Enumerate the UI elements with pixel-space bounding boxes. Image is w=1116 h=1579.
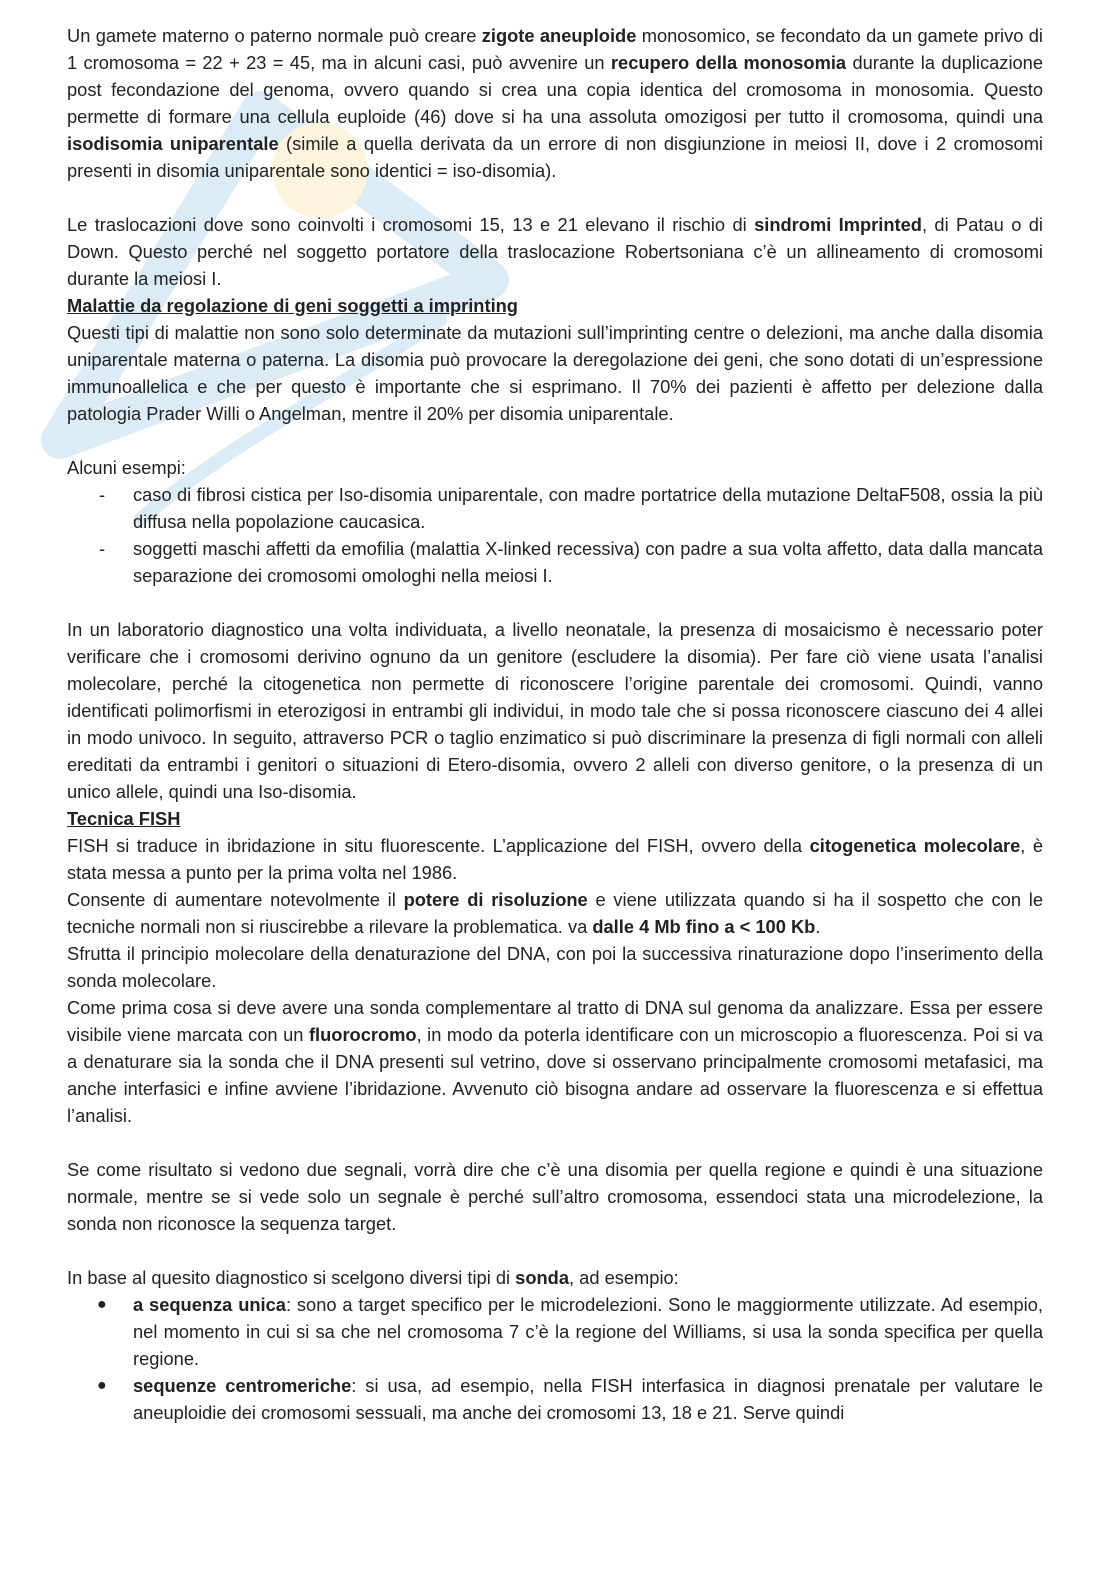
paragraph-tipi-sonda: In base al quesito diagnostico si scelgono diversi tipi di sonda, ad esempio: <box>67 1267 679 1288</box>
probe-types-list <box>67 1291 1043 1426</box>
paragraph-sonda: Come prima cosa si deve avere una sonda complementare al tratto di DNA sul genoma da analizzare. Essa per essere visibile viene marcata con un fluorocromo, in modo da poterla identificare con un microscopio a fluorescenza. Poi si va a denaturare sia la sonda che il DNA presenti sul vetrino, dove si osservano principalmente cromosomi metafasici, ma anche interfasici e infine avviene l’ibridazione. Avvenuto ciò bisogna andare ad osservare la fluorescenza e si effettua l’analisi. <box>67 997 1043 1126</box>
examples-list <box>67 481 1043 589</box>
dash-marker: - <box>99 538 106 559</box>
paragraph-risultato: Se come risultato si vedono due segnali, vorrà dire che c’è una disomia per quella regione e quindi è una situazione normale, mentre se si vede solo un segnale è perché sull’altro cromosoma, essendoci stata una microdelezione, la sonda non riconosce la sequenza target. <box>67 1159 1043 1234</box>
bullet-marker: ● <box>97 1296 107 1313</box>
list-item: ● a sequenza unica: sono a target specifico per le microdelezioni. Sono le maggiormente utilizzate. Ad esempio, nel momento in cui si sa che nel cromosoma 7 c’è la regione del Williams, si usa la sonda specifica per quella regione. <box>67 1291 1043 1372</box>
list-item: - soggetti maschi affetti da emofilia (malattia X-linked recessiva) con padre a sua volta affetto, data dalla mancata separazione dei cromosomi omologhi nella meiosi I. <box>67 535 1043 589</box>
list-item: ● sequenze centromeriche: si usa, ad esempio, nella FISH interfasica in diagnosi prenatale per valutare le aneuploidie dei cromosomi sessuali, ma anche dei cromosomi 13, 18 e 21. Serve quindi <box>67 1372 1043 1426</box>
document-body <box>67 22 1043 1426</box>
section-heading-imprinting: Malattie da regolazione di geni soggetti a imprinting <box>67 295 518 316</box>
paragraph-imprinting: Questi tipi di malattie non sono solo determinate da mutazioni sull’imprinting centre o delezioni, ma anche dalla disomia uniparentale materna o paterna. La disomia può provocare la deregolazione dei geni, che sono dotati di un’espressione immunoallelica e che per questo è importante che si esprimano. Il 70% dei pazienti è affetto per delezione dalla patologia Prader Willi o Angelman, mentre il 20% per disomia uniparentale. <box>67 322 1043 424</box>
list-item: - caso di fibrosi cistica per Iso-disomia uniparentale, con madre portatrice della mutazione DeltaF508, ossia la più diffusa nella popolazione caucasica. <box>67 481 1043 535</box>
dash-marker: - <box>99 484 106 505</box>
paragraph-laboratorio: In un laboratorio diagnostico una volta individuata, a livello neonatale, la presenza di mosaicismo è necessario poter verificare che i cromosomi derivino ognuno da un genitore (escludere la disomia). Per fare ciò viene usata l’analisi molecolare, perché la citogenetica non permette di riconoscere l’origine parentale dei cromosomi. Quindi, vanno identificati polimorfismi in eterozigosi in entrambi gli individui, in modo tale che si possa riconoscere ciascuno dei 4 allei in modo univoco. In seguito, attraverso PCR o taglio enzimatico si può discriminare la presenza di figli normali con alleli ereditati da entrambi i genitori o situazioni di Etero-disomia, ovvero 2 alleli con diverso genitore, o la presenza di un unico allele, quindi una Iso-disomia. <box>67 619 1043 802</box>
section-heading-fish: Tecnica FISH <box>67 808 181 829</box>
paragraph-traslocazioni: Le traslocazioni dove sono coinvolti i cromosomi 15, 13 e 21 elevano il rischio di sindromi Imprinted, di Patau o di Down. Questo perché nel soggetto portatore della traslocazione Robertsoniana c’è un allineamento di cromosomi durante la meiosi I. <box>67 214 1043 289</box>
bullet-marker: ● <box>97 1377 107 1394</box>
paragraph-esempi-intro: Alcuni esempi: <box>67 457 186 478</box>
paragraph-risoluzione: Consente di aumentare notevolmente il potere di risoluzione e viene utilizzata quando si ha il sospetto che con le tecniche normali non si riuscirebbe a rilevare la problematica. va dalle 4 Mb fino a < 100 Kb. <box>67 889 1043 937</box>
paragraph-denaturazione: Sfrutta il principio molecolare della denaturazione del DNA, con poi la successiva rinaturazione dopo l’inserimento della sonda molecolare. <box>67 943 1043 991</box>
paragraph-fish-intro: FISH si traduce in ibridazione in situ fluorescente. L’applicazione del FISH, ovvero della citogenetica molecolare, è stata messa a punto per la prima volta nel 1986. <box>67 835 1043 883</box>
paragraph-monosomia: Un gamete materno o paterno normale può creare zigote aneuploide monosomico, se fecondato da un gamete privo di 1 cromosoma = 22 + 23 = 45, ma in alcuni casi, può avvenire un recupero della monosomia durante la duplicazione post fecondazione del genoma, ovvero quando si crea una copia identica del cromosoma in monosomia. Questo permette di formare una cellula euploide (46) dove si ha una assoluta omozigosi per tutto il cromosoma, quindi una isodisomia uniparentale (simile a quella derivata da un errore di non disgiunzione in meiosi II, dove i 2 cromosomi presenti in disomia uniparentale sono identici = iso-disomia). <box>67 25 1044 181</box>
